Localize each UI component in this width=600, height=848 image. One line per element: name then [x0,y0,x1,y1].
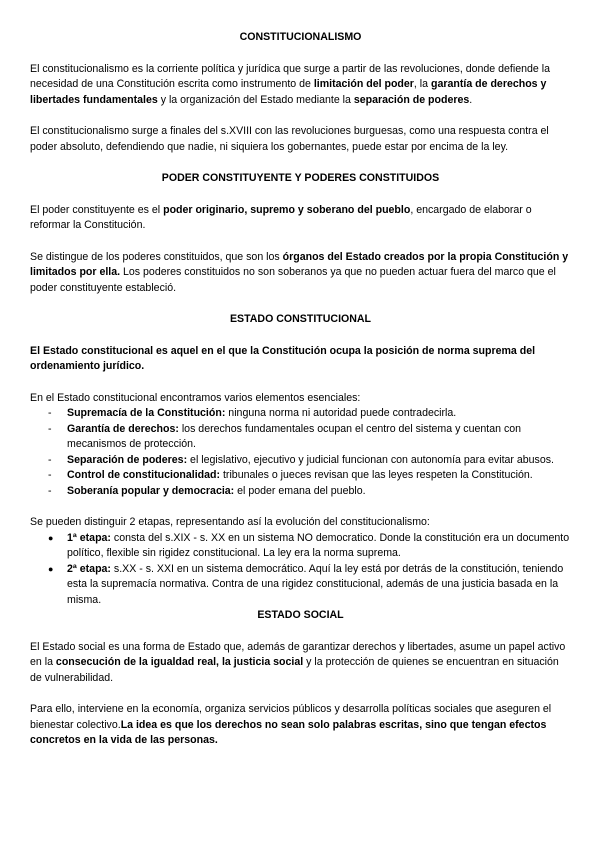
text-run: El Estado social es una forma de Estado que, además de garantizar derechos y libertades, asume un papel activo en la [30,640,566,668]
text-run: , la [413,78,431,90]
list-item [30,406,571,422]
paragraph-estado-social-intervention [30,702,571,749]
paragraph-estado-constitucional-definition [30,344,571,375]
list-item [30,453,571,469]
bold-organos-del-estado: órganos del Estado creados por la propia Constitución y limitados por ella. [30,250,569,278]
list-item-term: Soberanía popular y democracia: [67,484,235,497]
list-item [30,531,571,562]
paragraph-constitucionalismo-origin: El constitucionalismo surge a finales del s.XVIII con las revoluciones burguesas, como una respuesta contra el poder absoluto, defendiendo que nadie, ni siquiera los gobernantes, puede estar por encima de la ley. [30,125,549,153]
list-item-text: el legislativo, ejecutivo y judicial funcionan con autonomía para evitar abusos. [187,453,554,466]
list-item-term: Supremacía de la Constitución: [67,407,226,419]
list-item [30,484,571,500]
text-run: y la protección de quienes se encuentran en situación de vulnerabilidad. [30,656,559,684]
heading-poder-constituyente: PODER CONSTITUYENTE Y PODERES CONSTITUIDOS [161,172,440,184]
paragraph-poderes-constituidos [30,250,571,297]
paragraph-estado-social-definition [30,640,571,687]
stages-list [30,531,571,609]
text-run: Para ello, interviene en la economía, organiza servicios públicos y desarrolla políticas sociales que aseguren el bienestar colectivo. [30,703,552,731]
list-item-text: los derechos fundamentales ocupan el centro del sistema y cuentan con mecanismos de protección. [67,422,522,450]
bold-limitacion-del-poder: limitación del poder [313,78,414,90]
list-item-text: consta del s.XIX - s. XX en un sistema NO democratico. Donde la constitución era un documento político, flexible sin rigidez constitucional. La ley era la norma suprema. [67,531,570,559]
text-run: Se distingue de los poderes constituidos, que son los [30,250,283,263]
heading-estado-constitucional: ESTADO CONSTITUCIONAL [229,313,372,325]
text-run: , encargado de elaborar o reformar la Constitución. [30,203,532,231]
list-item-term: Garantía de derechos: [67,422,179,435]
bold-poder-originario: poder originario, supremo y soberano del pueblo [163,203,411,216]
list-item-term: Control de constitucionalidad: [67,469,221,481]
list-item [30,422,571,453]
heading-constitucionalismo: CONSTITUCIONALISMO [239,31,362,43]
list-item-text: ninguna norma ni autoridad puede contradecirla. [225,407,457,419]
list-item-term: 1ª etapa: [67,531,111,544]
bold-garantia-derechos: garantía de derechos y libertades fundamentales [30,78,547,106]
text-run: El poder constituyente es el [30,203,164,216]
list-item-text: tribunales o jueces revisan que las leyes respeten la Constitución. [220,469,533,481]
bold-separacion-poderes: separación de poderes [353,93,470,106]
text-run: . [469,93,473,106]
bold-derechos-efectos: La idea es que los derechos no sean solo palabras escritas, sino que tengan efectos concretos en la vida de las personas. [30,718,547,746]
text-run: y la organización del Estado mediante la [157,93,354,106]
list-item [30,562,571,609]
text-run: El constitucionalismo es la corriente política y jurídica que surge a partir de las revoluciones, donde defiende la necesidad de una Constitución escrita como instrumento de [30,62,550,90]
bold-definition: El Estado constitucional es aquel en el que la Constitución ocupa la posición de norma suprema del ordenamiento jurídico. [30,344,536,372]
list-item-term: Separación de poderes: [67,453,188,466]
paragraph-poder-constituyente [30,203,571,234]
text-run: Los poderes constituidos no son soberanos ya que no pueden actuar fuera del marco que el poder constituyente estableció. [30,266,556,294]
list-item-text: s.XX - s. XXI en un sistema democrático. Aquí la ley está por detrás de la constitución, teniendo esta la supremacía normativa. Contra de una rigidez constitucional, además de una justicia basada en la misma. [67,562,564,606]
paragraph-constitucionalismo-definition [30,62,571,109]
document-page [30,30,571,749]
list-item-term: 2ª etapa: [67,562,111,575]
elements-list [30,406,571,499]
list-item [30,468,571,484]
bold-igualdad-real: consecución de la igualdad real, la justicia social [55,656,304,668]
heading-estado-social: ESTADO SOCIAL [257,609,344,621]
paragraph-etapas-intro: Se pueden distinguir 2 etapas, representando así la evolución del constitucionalismo: [30,516,430,528]
list-item-text: el poder emana del pueblo. [234,484,366,497]
paragraph-elementos-intro: En el Estado constitucional encontramos varios elementos esenciales: [30,391,361,404]
